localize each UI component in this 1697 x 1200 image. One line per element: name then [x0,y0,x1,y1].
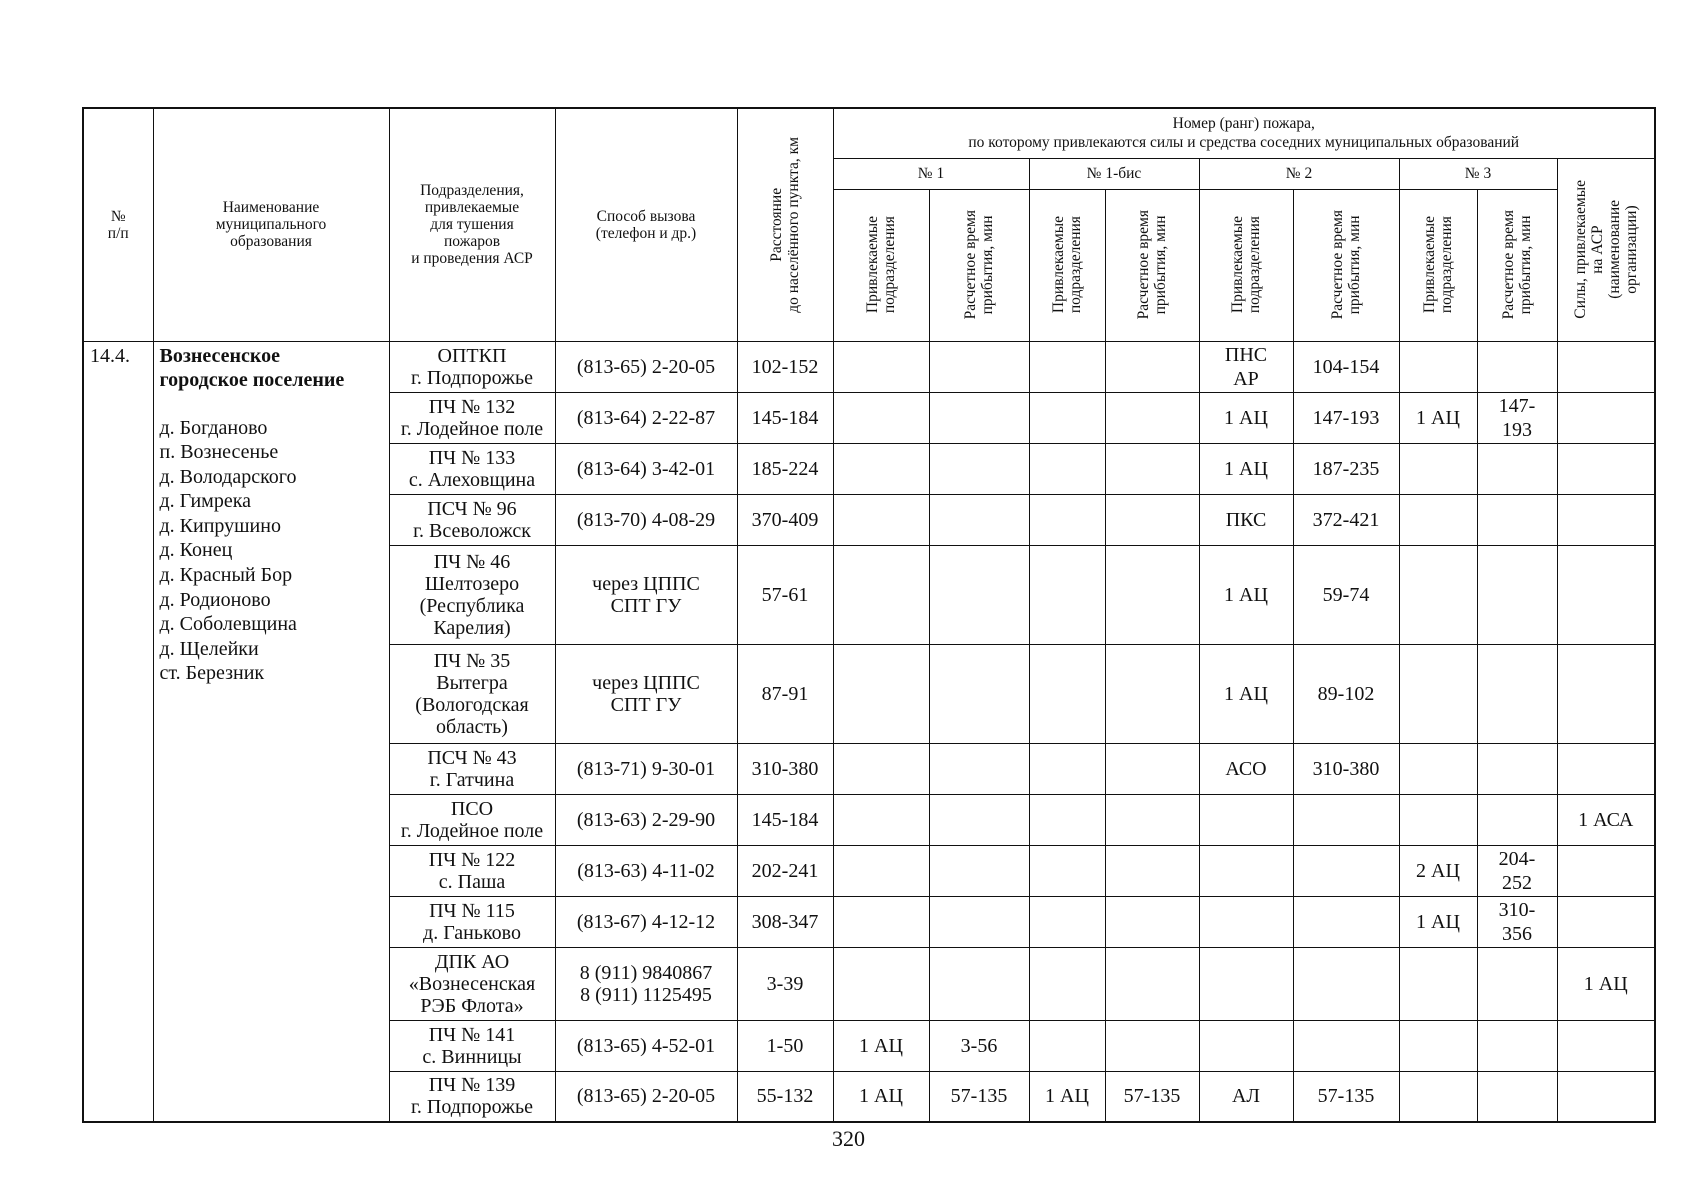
locality-item: п. Вознесенье [159,441,279,464]
rank1bis-time-cell [1105,845,1199,896]
distance-cell: 55-132 [737,1071,833,1122]
header-fire-rank: Номер (ранг) пожара, по которому привлекаются силы и средства соседних муниципальных образований [833,108,1655,158]
rank1bis-time-cell [1105,392,1199,443]
rank1bis-units-cell [1029,443,1105,494]
rank2-time-cell [1293,845,1399,896]
header-rank2-time-text: Расчетное время прибытия, мин [1329,210,1363,320]
header-rank-3: № 3 [1399,158,1557,189]
fire-forces-table [82,107,1656,1123]
rank1-time-cell [929,341,1029,392]
rank1bis-units-cell [1029,743,1105,794]
rank2-time-cell: 89-102 [1293,644,1399,743]
rank3-time-cell: 310- 356 [1477,896,1557,947]
distance-cell: 308-347 [737,896,833,947]
rank1bis-units-cell [1029,494,1105,545]
rank1-time-cell [929,494,1029,545]
rank1-time-cell: 3-56 [929,1020,1029,1071]
rank3-time-cell [1477,794,1557,845]
rank1-units-cell [833,545,929,644]
distance-cell: 185-224 [737,443,833,494]
rank3-units-cell [1399,644,1477,743]
rank1bis-time-cell [1105,494,1199,545]
rank1bis-units-cell [1029,545,1105,644]
rank2-units-cell [1199,845,1293,896]
rank1bis-units-cell [1029,1020,1105,1071]
rank1bis-units-cell [1029,794,1105,845]
header-asr-forces-text: Силы, привлекаемые на АСР (наименование организации) [1571,180,1640,319]
rank1bis-units-cell [1029,947,1105,1020]
section-number: 14.4. [83,341,153,1122]
asr-cell: 1 АЦ [1557,947,1655,1020]
asr-cell [1557,845,1655,896]
rank3-time-cell [1477,743,1557,794]
table-row [83,341,1655,392]
call-cell: (813-65) 2-20-05 [555,1071,737,1122]
distance-cell: 370-409 [737,494,833,545]
call-cell: (813-67) 4-12-12 [555,896,737,947]
call-cell: (813-70) 4-08-29 [555,494,737,545]
header-rank2-units-text: Привлекаемые подразделения [1229,216,1263,314]
rank2-time-cell: 310-380 [1293,743,1399,794]
header-rank1-time-text: Расчетное время прибытия, мин [962,210,996,320]
rank2-units-cell: 1 АЦ [1199,644,1293,743]
rank2-units-cell [1199,794,1293,845]
rank1bis-time-cell [1105,341,1199,392]
rank3-units-cell [1399,443,1477,494]
rank3-units-cell: 1 АЦ [1399,896,1477,947]
asr-cell [1557,443,1655,494]
distance-cell: 3-39 [737,947,833,1020]
rank1-units-cell [833,392,929,443]
unit-cell: ПЧ № 133 с. Алеховщина [389,443,555,494]
unit-cell: ПЧ № 35 Вытегра (Вологодская область) [389,644,555,743]
header-rank1-units-text: Привлекаемые подразделения [864,216,898,314]
distance-cell: 102-152 [737,341,833,392]
asr-cell [1557,896,1655,947]
asr-cell [1557,494,1655,545]
unit-cell: ПСО г. Лодейное поле [389,794,555,845]
call-cell: (813-65) 4-52-01 [555,1020,737,1071]
rank1bis-time-cell: 57-135 [1105,1071,1199,1122]
rank1-units-cell [833,341,929,392]
header-asr-forces [1557,158,1655,341]
unit-cell: ПСЧ № 43 г. Гатчина [389,743,555,794]
locality-item: д. Конец [159,539,233,562]
locality-item: д. Щелейки [159,637,259,660]
rank2-time-cell: 57-135 [1293,1071,1399,1122]
asr-cell [1557,644,1655,743]
rank1-units-cell: 1 АЦ [833,1071,929,1122]
locality-item: д. Родионово [159,588,271,611]
rank3-units-cell [1399,1071,1477,1122]
rank1bis-time-cell [1105,443,1199,494]
rank1bis-units-cell [1029,341,1105,392]
asr-cell [1557,743,1655,794]
rank1bis-units-cell: 1 АЦ [1029,1071,1105,1122]
call-cell: (813-64) 2-22-87 [555,392,737,443]
header-rank3-time-text: Расчетное время прибытия, мин [1500,210,1534,320]
rank2-units-cell: АСО [1199,743,1293,794]
rank3-time-cell [1477,545,1557,644]
header-municipality: Наименование муниципального образования [153,108,389,341]
rank2-time-cell: 104-154 [1293,341,1399,392]
municipality-name: Вознесенское городское поселение [159,344,345,391]
rank1-time-cell [929,743,1029,794]
locality-item: д. Соболевщина [159,613,297,636]
rank1-units-cell [833,845,929,896]
rank3-time-cell [1477,494,1557,545]
rank3-units-cell: 1 АЦ [1399,392,1477,443]
rank1bis-units-cell [1029,845,1105,896]
rank2-time-cell [1293,794,1399,845]
rank2-units-cell [1199,896,1293,947]
rank3-units-cell [1399,947,1477,1020]
rank3-time-cell [1477,1071,1557,1122]
rank1bis-time-cell [1105,947,1199,1020]
rank1bis-time-cell [1105,545,1199,644]
call-cell: (813-65) 2-20-05 [555,341,737,392]
unit-cell: ПЧ № 46 Шелтозеро (Республика Карелия) [389,545,555,644]
distance-cell: 145-184 [737,794,833,845]
rank1bis-time-cell [1105,644,1199,743]
municipality-cell [153,341,389,1122]
rank3-units-cell [1399,494,1477,545]
table-body [83,341,1655,1122]
call-cell: (813-71) 9-30-01 [555,743,737,794]
header-rank1bis-time-text: Расчетное время прибытия, мин [1135,210,1169,320]
rank1-units-cell [833,794,929,845]
locality-item: д. Богданово [159,416,268,439]
call-cell: (813-63) 2-29-90 [555,794,737,845]
asr-cell [1557,1071,1655,1122]
rank2-units-cell: ПКС [1199,494,1293,545]
distance-cell: 145-184 [737,392,833,443]
header-rank3-time [1477,189,1557,341]
header-rank3-units-text: Привлекаемые подразделения [1421,216,1455,314]
unit-cell: ПСЧ № 96 г. Всеволожск [389,494,555,545]
rank3-time-cell [1477,341,1557,392]
call-cell: (813-63) 4-11-02 [555,845,737,896]
header-rank2-units [1199,189,1293,341]
rank1bis-time-cell [1105,896,1199,947]
page-number: 320 [832,1126,865,1151]
rank1-units-cell [833,443,929,494]
unit-cell: ПЧ № 115 д. Ганьково [389,896,555,947]
asr-cell [1557,545,1655,644]
locality-item: д. Красный Бор [159,564,293,587]
rank2-units-cell: 1 АЦ [1199,545,1293,644]
rank1-units-cell [833,644,929,743]
rank1-time-cell [929,644,1029,743]
rank1bis-time-cell [1105,794,1199,845]
rank3-units-cell [1399,1020,1477,1071]
rank2-time-cell: 187-235 [1293,443,1399,494]
asr-cell [1557,341,1655,392]
rank1-time-cell [929,845,1029,896]
rank2-time-cell: 372-421 [1293,494,1399,545]
locality-item: д. Гимрека [159,490,252,513]
header-num: № п/п [83,108,153,341]
call-cell: через ЦППС СПТ ГУ [555,644,737,743]
header-distance [737,108,833,341]
asr-cell [1557,1020,1655,1071]
rank2-time-cell [1293,1020,1399,1071]
rank2-units-cell: 1 АЦ [1199,443,1293,494]
rank3-time-cell [1477,644,1557,743]
header-distance-text: Расстояние до населённого пункта, км [768,136,802,313]
rank1bis-units-cell [1029,644,1105,743]
distance-cell: 202-241 [737,845,833,896]
header-rank-1bis: № 1-бис [1029,158,1199,189]
rank2-time-cell [1293,947,1399,1020]
header-rank1bis-time [1105,189,1199,341]
unit-cell: ПЧ № 132 г. Лодейное поле [389,392,555,443]
rank2-time-cell: 59-74 [1293,545,1399,644]
rank3-time-cell: 204- 252 [1477,845,1557,896]
call-cell: (813-64) 3-42-01 [555,443,737,494]
rank1bis-time-cell [1105,1020,1199,1071]
rank1-units-cell [833,743,929,794]
unit-cell: ДПК АО «Вознесенская РЭБ Флота» [389,947,555,1020]
rank1-time-cell [929,896,1029,947]
rank3-time-cell [1477,947,1557,1020]
rank1-time-cell [929,794,1029,845]
rank2-units-cell: ПНС АР [1199,341,1293,392]
locality-item: д. Володарского [159,465,297,488]
header-rank1bis-units [1029,189,1105,341]
call-cell: через ЦППС СПТ ГУ [555,545,737,644]
rank1-units-cell [833,896,929,947]
header-rank1-units [833,189,929,341]
rank1-units-cell: 1 АЦ [833,1020,929,1071]
rank3-units-cell [1399,545,1477,644]
unit-cell: ПЧ № 122 с. Паша [389,845,555,896]
header-rank-2: № 2 [1199,158,1399,189]
rank2-units-cell [1199,1020,1293,1071]
unit-cell: ОПТКП г. Подпорожье [389,341,555,392]
rank2-units-cell: 1 АЦ [1199,392,1293,443]
rank2-time-cell: 147-193 [1293,392,1399,443]
rank1-units-cell [833,494,929,545]
header-units: Подразделения, привлекаемые для тушения пожаров и проведения АСР [389,108,555,341]
distance-cell: 310-380 [737,743,833,794]
rank3-units-cell [1399,794,1477,845]
header-rank1bis-units-text: Привлекаемые подразделения [1050,216,1084,314]
asr-cell: 1 АСА [1557,794,1655,845]
call-cell: 8 (911) 9840867 8 (911) 1125495 [555,947,737,1020]
rank2-units-cell [1199,947,1293,1020]
rank3-time-cell [1477,1020,1557,1071]
rank3-units-cell [1399,743,1477,794]
distance-cell: 1-50 [737,1020,833,1071]
rank3-time-cell [1477,443,1557,494]
rank1-units-cell [833,947,929,1020]
rank1bis-time-cell [1105,743,1199,794]
header-rank-1: № 1 [833,158,1029,189]
rank3-units-cell: 2 АЦ [1399,845,1477,896]
rank1bis-units-cell [1029,896,1105,947]
rank1-time-cell [929,545,1029,644]
rank2-units-cell: АЛ [1199,1071,1293,1122]
rank3-time-cell: 147- 193 [1477,392,1557,443]
rank1bis-units-cell [1029,392,1105,443]
rank3-units-cell [1399,341,1477,392]
distance-cell: 57-61 [737,545,833,644]
distance-cell: 87-91 [737,644,833,743]
header-rank3-units [1399,189,1477,341]
header-call-method: Способ вызова (телефон и др.) [555,108,737,341]
unit-cell: ПЧ № 141 с. Винницы [389,1020,555,1071]
locality-item: д. Кипрушино [159,514,281,537]
locality-item: ст. Березник [159,662,265,685]
rank1-time-cell: 57-135 [929,1071,1029,1122]
rank2-time-cell [1293,896,1399,947]
unit-cell: ПЧ № 139 г. Подпорожье [389,1071,555,1122]
header-rank1-time [929,189,1029,341]
asr-cell [1557,392,1655,443]
localities-list [160,416,383,687]
rank1-time-cell [929,392,1029,443]
rank1-time-cell [929,947,1029,1020]
rank1-time-cell [929,443,1029,494]
header-rank2-time [1293,189,1399,341]
